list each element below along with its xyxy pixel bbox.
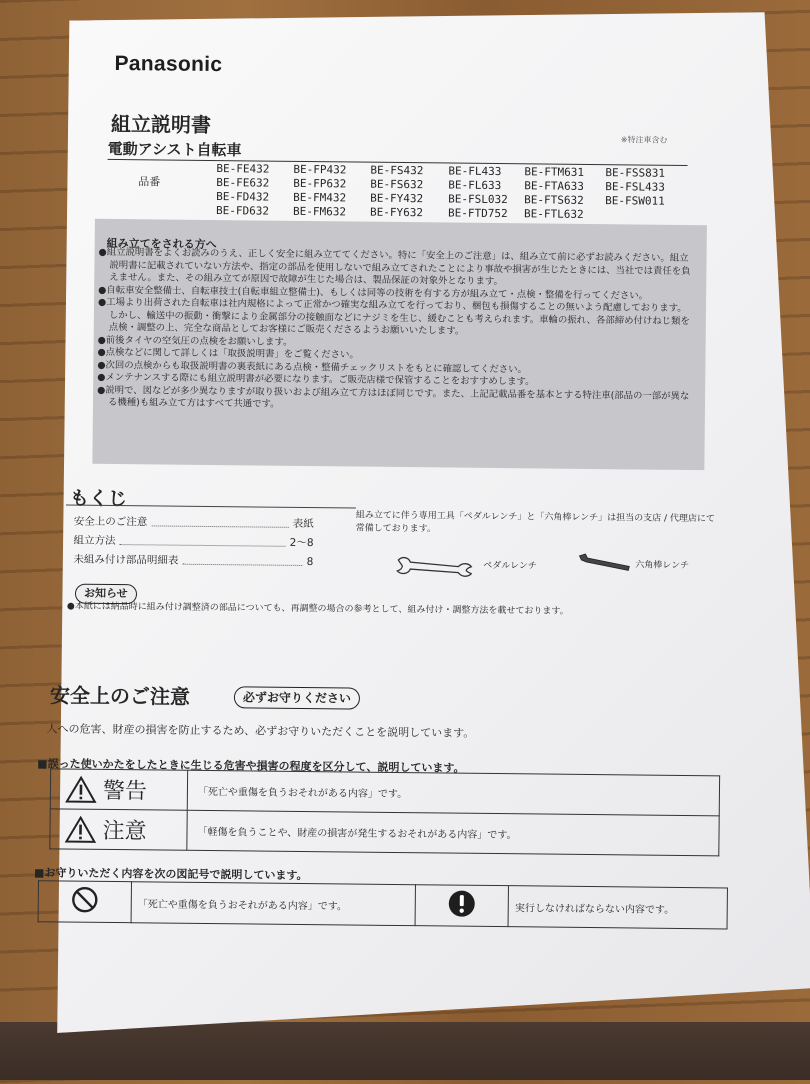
toc-row [74,513,314,535]
assembler-notes-list [97,247,693,416]
list-item: ●工場より出荷された自転車は社内規格によって正常かつ確実な組み立てを行っており、梱包も損傷することの無いよう配慮しております。しかし、輸送中の振動・衝撃により金属部分の接触面などにナジミを生じ、緩むことも考えられます。車輪の振れ、各部締め付けねじ類を点検・調整の上、完全な商品としてお客様にご販売くださるようお願いいたします。 [97,296,690,337]
toc-title: もくじ [69,487,128,511]
toc-label: 安全上のご注意 [73,515,148,529]
table-row [50,769,719,816]
toc-leader [151,513,289,527]
model-number: BE-FD632 [215,204,270,218]
product-category: 電動アシスト自転車 [107,139,242,160]
severity-description: 「死亡や重傷を負うおそれがある内容」です。 [187,770,719,816]
warning-triangle-icon [65,775,97,803]
model-number: BE-FP432 [293,162,347,177]
toc-row [73,551,313,573]
severity-word: 警告 [102,778,148,805]
severity-symbol-cell [50,769,187,810]
model-number: BE-FTS632 [524,193,584,207]
list-item: ●メンテナンスする際にも組立説明書が必要になります。ご販売店様で保管することをおすすめします。 [97,371,535,388]
severity-description: 「軽傷を負うことや、財産の損害が発生するおそれがある内容」です。 [187,810,719,856]
toc-leader [120,532,286,547]
toc-page: 2～8 [289,536,314,550]
list-item: ●次回の点検からも取扱説明書の裏表紙にある点検・整備チェックリストをもとに確認してください。 [97,359,528,375]
symbol-description: 実行しなければならない内容です。 [508,886,727,929]
list-item: ●点検などに関して詳しくは「取扱説明書」をご覧ください。 [97,346,359,361]
severity-heading: ■誤った使いかたをしたときに生じる危害や損害の程度を区分して、説明しています。 [37,757,465,775]
model-number: BE-FTD752 [447,206,508,221]
notice-badge: お知らせ [75,584,137,605]
tools-note: 組み立てに伴う専用工具「ペダルレンチ」と「六角棒レンチ」は担当の支店 / 代理店にて常備しております。 [355,510,715,535]
model-number: BE-FL433 [448,164,502,179]
model-number: BE-FTM631 [524,165,585,179]
pedal-wrench-icon [394,554,474,579]
toc-row [73,532,313,554]
model-number: BE-FSS831 [605,166,666,180]
symbol-cell [415,885,508,927]
model-number: BE-FE432 [216,162,270,176]
model-number: BE-FD432 [216,190,270,204]
list-item: ●組立説明書をよくお読みのうえ、正しく安全に組み立ててください。特に「安全上のご注意」は、組み立て前に必ずお読みください。組立説明書に記載されていない方法や、指定の部品を使用しないで組み立てされたことにより事故や損害が生じたときには、当社では責任を負えません。また、その組み立てが原因で故障が生じた場合は、製品保証の対象外となります。 [98,246,691,288]
mandatory-icon [447,889,477,919]
hex-key-icon [577,552,633,575]
model-number-grid [216,162,686,222]
toc-leader [182,552,302,566]
model-number: BE-FL633 [448,178,502,193]
model-number: BE-FS432 [370,163,424,178]
model-number: BE-FM432 [293,190,347,205]
list-item: ●前後タイヤの空気圧の点検をお願いします。 [97,334,293,348]
model-number: BE-FSW011 [605,194,665,208]
model-number: BE-FTA633 [524,179,584,193]
list-item: ●自転車安全整備士、自転車技士(自転車組立整備士)、もしくは同等の技術を有する方が組み立て・点検・整備を行ってください。 [98,284,649,302]
symbols-heading: ■お守りいただく内容を次の図記号で説明しています。 [34,866,308,883]
model-number: BE-FSL032 [448,192,508,207]
toc-page: 表紙 [292,517,314,531]
model-number: BE-FY432 [370,191,424,206]
symbol-cell [38,881,131,923]
severity-table [49,768,720,856]
model-number: BE-FM632 [292,204,347,219]
symbol-description: 「死亡や重傷を負うおそれがある内容」です。 [131,882,416,926]
table-row [38,881,727,929]
model-number: BE-FY632 [369,205,424,220]
model-label: 品番 [138,175,161,189]
model-number: BE-FSL433 [605,180,665,194]
model-number: BE-FS632 [370,177,424,192]
special-order-note: ※特注車含む [620,135,668,145]
notice-text: ●本紙には納品時に組み付け調整済の部品についても、再調整の場合の参考として、組み付け・調整方法を載せております。 [66,601,569,617]
table-row [50,809,719,856]
must-follow-badge: 必ずお守りください [234,686,360,709]
hex-key-label: 六角棒レンチ [635,560,690,572]
prohibited-icon [71,886,99,914]
toc-label: 組立方法 [73,534,116,548]
symbols-table [38,880,728,929]
severity-word: 注意 [102,818,147,845]
model-number: BE-FP632 [293,176,347,191]
table-of-contents [73,513,314,573]
safety-intro: 人への危害、財産の損害を防止するため、必ずお守りいただくことを説明しています。 [46,722,475,740]
model-number [605,208,685,222]
list-item: ●説明で、図などが多少異なりますが取り扱いおよび組み立て方はほぼ同じです。また、上記記載品番を基本とする特注車(部品の一部が異なる機種)も組み立て方はすべて共通です。 [97,384,690,410]
warning-triangle-icon [64,815,96,843]
toc-label: 未組み付け部品明細表 [73,553,179,567]
assembler-heading: 組み立てをされる方へ [106,236,217,252]
model-number: BE-FE632 [216,176,270,190]
severity-symbol-cell [50,809,187,850]
toc-page: 8 [306,556,314,569]
safety-title: 安全上のご注意 [49,683,191,709]
document-title: 組立説明書 [110,111,212,137]
pedal-wrench-label: ペダルレンチ [483,560,537,572]
brand-logo: Panasonic [114,51,223,77]
model-number: BE-FTL632 [523,207,584,221]
